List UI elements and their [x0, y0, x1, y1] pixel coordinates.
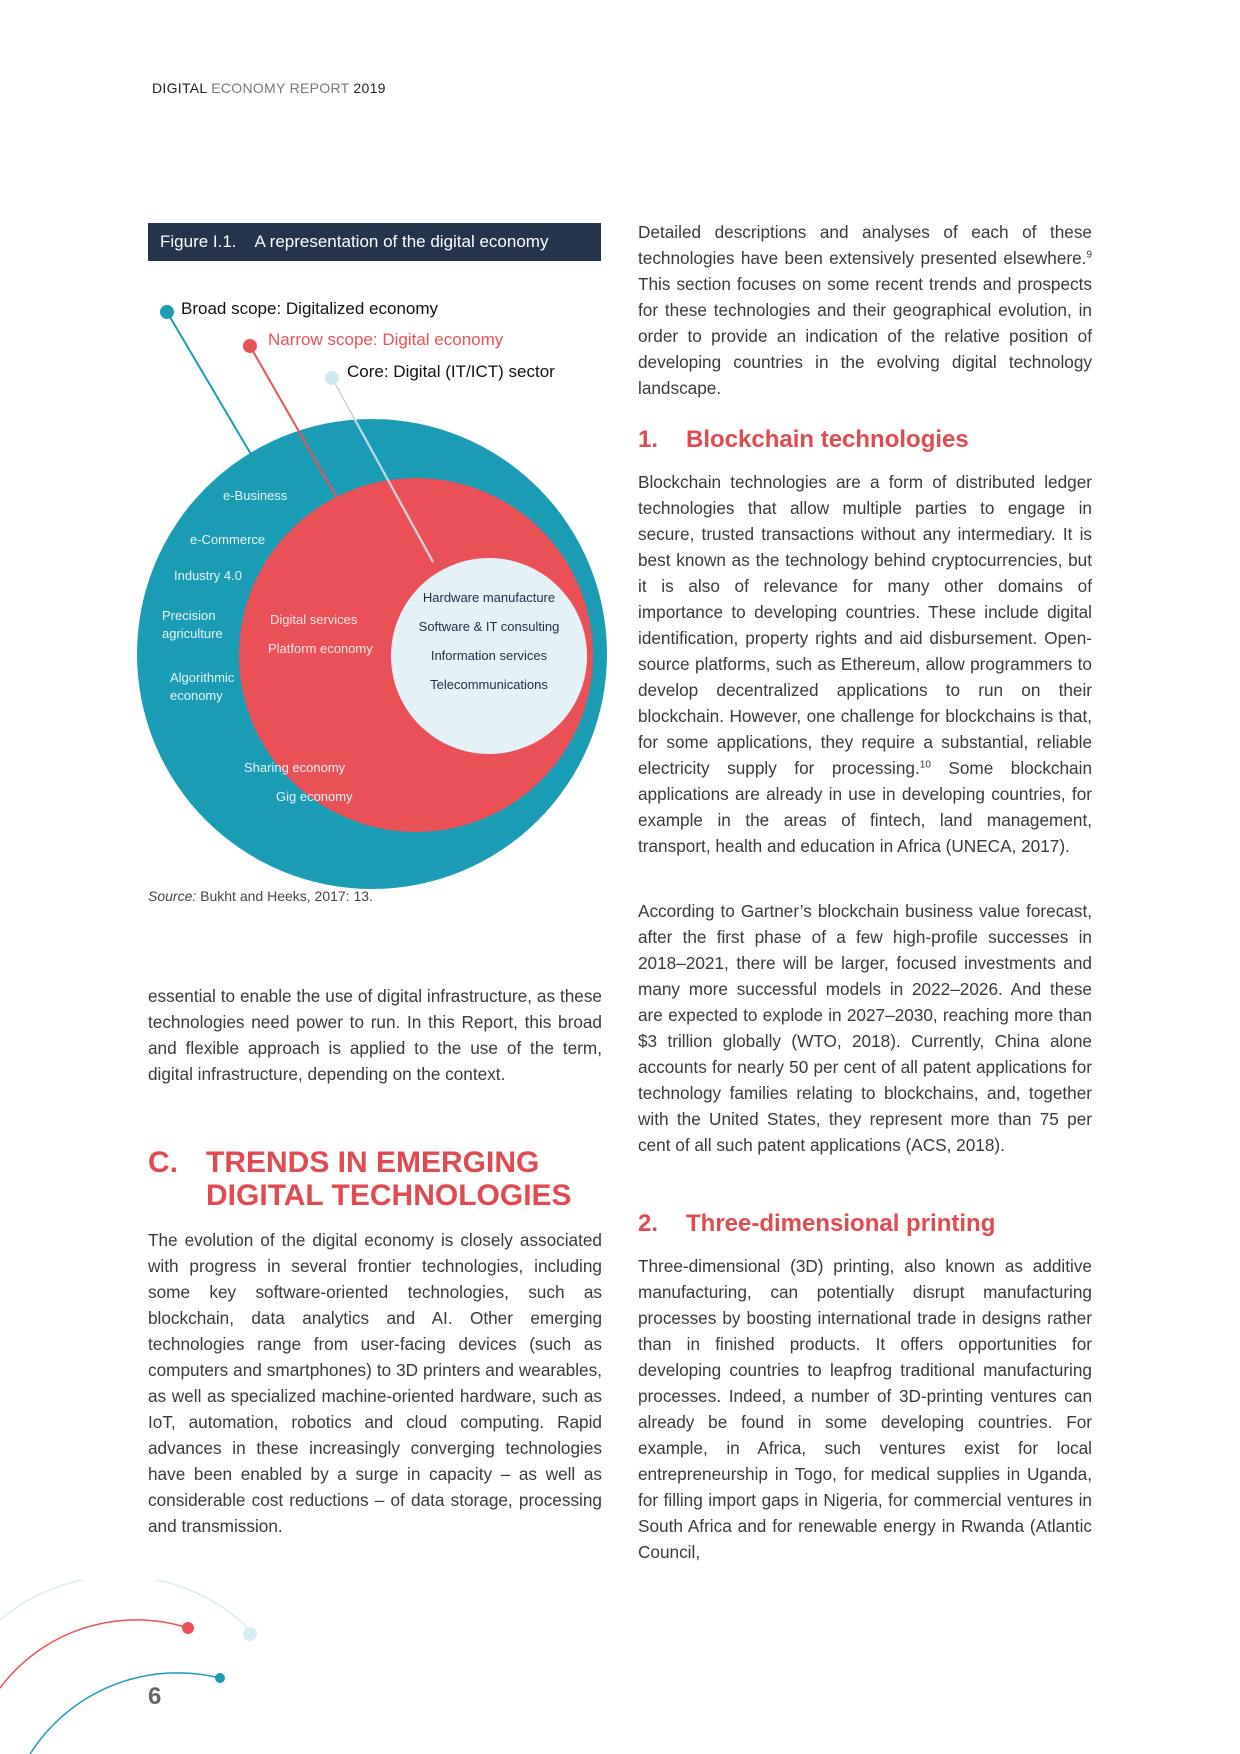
- intro-text-b: This section focuses on some recent trends and prospects for these technologies and their geographical evolution, in order to provide an indication of the relative position of developing countries in the evolving digital technology landscape.: [638, 274, 1092, 398]
- paragraph-3d-printing: Three-dimensional (3D) printing, also known as additive manufacturing, can potentially disrupt manufacturing processes by boosting international trade in designs rather than in finished products. It offers opportunities for developing countries to leapfrog traditional manufacturing processes. Indeed, a number of 3D-printing ventures can already be found in some developing countries. For example, in Africa, such ventures exist for local entrepreneurship in Togo, for medical supplies in Uganda, for filling import gaps in Nigeria, for commercial ventures in South Africa and for renewable energy in Rwanda (Atlantic Council,: [638, 1256, 1092, 1562]
- paragraph-gartner: According to Gartner’s blockchain business value forecast, after the first phase of a few high-profile successes in 2018–2021, there will be larger, focused investments and many more successful models in 2022–2026. And these are expected to explode in 2027–2030, reaching more than $3 trillion globally (WTO, 2018). Currently, China alone accounts for nearly 50 per cent of all patent applications for technology families relating to blockchains, and, together with the United States, they represent more than 75 per cent of all such patent applications (ACS, 2018).: [638, 901, 1092, 1155]
- figure-number: Figure I.1.: [160, 232, 237, 251]
- decor-arc-light: [0, 1580, 250, 1630]
- intro-text-a: Detailed descriptions and analyses of each of these technologies have been extensively presented elsewhere.: [638, 222, 1092, 268]
- source-label: Source:: [148, 888, 197, 904]
- header-economy-report: ECONOMY REPORT: [211, 80, 350, 96]
- legend-narrow: Narrow scope: Digital economy: [268, 330, 504, 349]
- header-year: 2019: [353, 80, 386, 96]
- figure-title: A representation of the digital economy: [254, 232, 549, 251]
- decor-dot-light: [243, 1627, 257, 1641]
- section-c-heading: [148, 1146, 572, 1212]
- decor-arc-teal: [30, 1673, 220, 1754]
- legend-core: Core: Digital (IT/ICT) sector: [347, 362, 555, 381]
- broad-item-sharing: Sharing economy: [244, 760, 346, 775]
- core-item-hardware: Hardware manufacture: [422, 590, 556, 605]
- 3d-printing-heading: [638, 1210, 995, 1238]
- core-pointer-dot: [325, 371, 339, 385]
- broad-item-ecommerce: e-Commerce: [190, 532, 266, 547]
- 3d-printing-number: 2.: [638, 1210, 659, 1237]
- blockchain-text-b: Some blockchain applications are already in use in developing countries, for example in the areas of fintech, land management, transport, health and education in Africa (UNECA, 2017).: [638, 758, 1092, 856]
- source-text: Bukht and Heeks, 2017: 13.: [200, 888, 373, 904]
- core-item-software: Software & IT consulting: [418, 619, 560, 634]
- core-item-telecom: Telecommunications: [430, 677, 548, 692]
- narrow-item-platform: Platform economy: [268, 641, 373, 656]
- narrow-item-digital-services: Digital services: [270, 612, 358, 627]
- blockchain-text-a: Blockchain technologies are a form of distributed ledger technologies that allow multiple parties to engage in secure, trusted transactions without any intermediary. It is best known as the technology behind cryptocurrencies, but it is also of relevance for many other domains of importance to developing countries. These include digital identification, property rights and aid disbursement. Open-source platforms, such as Ethereum, allow programmers to develop decentralized applications to run on their blockchain. However, one challenge for blockchains is that, for some applications, they require a substantial, reliable electricity supply for processing.: [638, 472, 1092, 778]
- broad-item-ebusiness: e-Business: [223, 488, 288, 503]
- broad-item-economy: economy: [170, 688, 223, 703]
- page-number: 6: [148, 1683, 162, 1710]
- decorative-arcs: [0, 1580, 300, 1754]
- paragraph-intro: [638, 219, 1092, 401]
- legend-broad: Broad scope: Digitalized economy: [181, 299, 439, 318]
- core-item-information: Information services: [430, 648, 548, 663]
- 3d-printing-title: Three-dimensional printing: [686, 1210, 996, 1237]
- footnote-9: 9: [1086, 249, 1092, 261]
- paragraph-blockchain: [638, 469, 1092, 859]
- broad-pointer-dot: [160, 305, 174, 319]
- broad-pointer-line: [167, 312, 252, 456]
- section-c-letter: C.: [148, 1146, 178, 1179]
- narrow-pointer-dot: [243, 339, 257, 353]
- broad-item-industry: Industry 4.0: [174, 568, 242, 583]
- broad-item-algorithmic: Algorithmic: [170, 670, 235, 685]
- blockchain-heading: [638, 426, 969, 454]
- broad-item-gig: Gig economy: [276, 789, 353, 804]
- broad-item-precision: Precision: [162, 608, 216, 623]
- header-digital: DIGITAL: [152, 80, 207, 96]
- decor-arc-red: [0, 1620, 188, 1688]
- paragraph-evolution: The evolution of the digital economy is closely associated with progress in several frontier technologies, including some key software-oriented technologies, such as blockchain, data analytics and AI. Other emerging technologies range from user-facing devices (such as computers and smartphones) to 3D printers and wearables, as well as specialized machine-oriented hardware, such as IoT, automation, robotics and cloud computing. Rapid advances in these increasingly converging technologies have been enabled by a surge in capacity – as well as considerable cost reductions – of data storage, processing and transmission.: [148, 1230, 602, 1536]
- footnote-10: 10: [919, 759, 931, 771]
- decor-dot-red: [182, 1622, 194, 1634]
- decor-dot-teal: [215, 1673, 225, 1683]
- section-c-title-line1: TRENDS IN EMERGING: [206, 1146, 540, 1179]
- paragraph-continued: essential to enable the use of digital infrastructure, as these technologies need power to run. In this Report, this broad and flexible approach is applied to the use of the term, digital infrastructure, depending on the context.: [148, 986, 602, 1084]
- blockchain-number: 1.: [638, 426, 659, 453]
- section-c-title-line2: DIGITAL TECHNOLOGIES: [206, 1179, 572, 1212]
- figure-source: [148, 888, 373, 904]
- blockchain-title: Blockchain technologies: [686, 426, 969, 453]
- broad-item-agriculture: agriculture: [162, 626, 223, 641]
